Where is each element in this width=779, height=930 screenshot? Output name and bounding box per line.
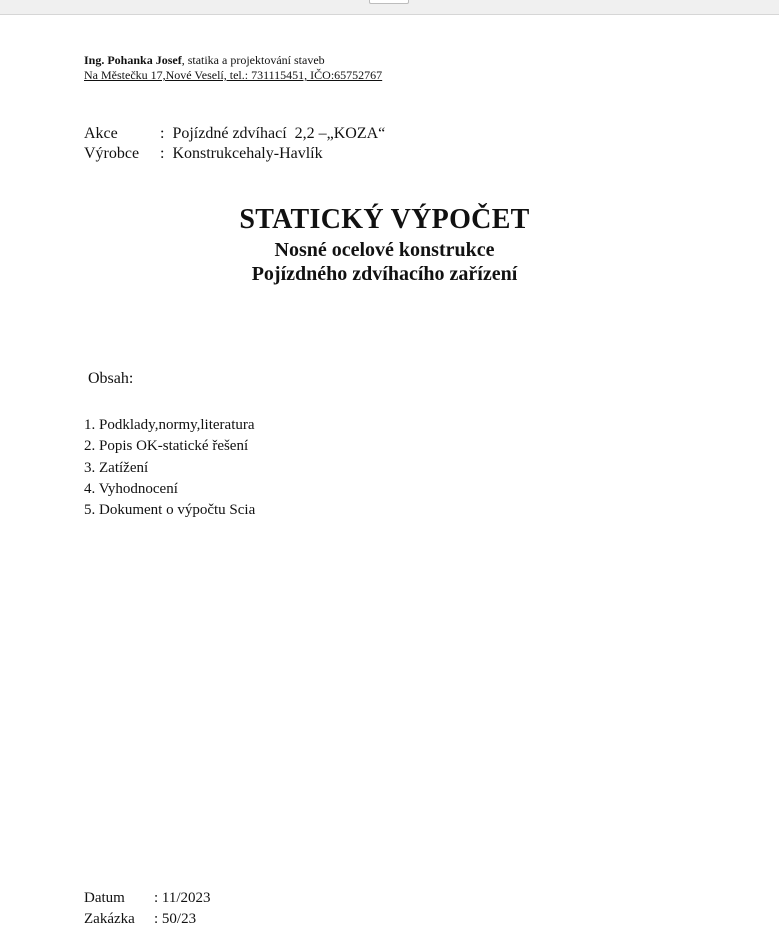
zakazka-row: [84, 909, 211, 930]
letterhead: [84, 53, 382, 83]
vyrobce-label: Výrobce: [84, 145, 140, 162]
toc-item: 3. Zatížení: [84, 459, 149, 476]
vyrobce-row: [84, 144, 385, 164]
viewer-top-bar: [0, 0, 779, 15]
akce-value: : Pojízdné zdvíhací 2,2 –„KOZA“: [160, 125, 386, 142]
akce-row: [84, 124, 385, 144]
datum-label: Datum: [84, 890, 125, 906]
contents-heading: Obsah:: [88, 370, 134, 387]
document-page: [0, 15, 779, 927]
letterhead-line-1: [84, 53, 382, 68]
toc-item: 1. Podklady,normy,literatura: [84, 417, 255, 433]
scroll-handle[interactable]: [369, 0, 409, 4]
akce-label: Akce: [84, 125, 118, 142]
toc-item: 4. Vyhodnocení: [84, 480, 178, 497]
document-title: STATICKÝ VÝPOČET: [239, 204, 530, 235]
project-meta: [84, 124, 385, 164]
toc-item: 5. Dokument o výpočtu Scia: [84, 502, 256, 519]
zakazka-label: Zakázka: [84, 911, 135, 927]
document-subtitle-1: Nosné ocelové konstrukce: [274, 239, 495, 261]
datum-row: [84, 888, 211, 909]
zakazka-value: : 50/23: [154, 911, 197, 927]
table-of-contents: [84, 415, 255, 521]
engineer-address: Na Městečku 17,Nové Veselí, tel.: 731115451, IČO:65752767: [84, 68, 383, 82]
toc-item: 2. Popis OK-statické řešení: [84, 438, 249, 455]
document-title-block: [0, 202, 769, 286]
document-subtitle-2: Pojízdného zdvíhacího zařízení: [251, 263, 518, 285]
engineer-profession: , statika a projektování staveb: [181, 53, 325, 67]
vyrobce-value: : Konstrukcehaly-Havlík: [160, 145, 323, 162]
engineer-name: Ing. Pohanka Josef: [84, 53, 182, 67]
datum-value: : 11/2023: [154, 890, 211, 906]
